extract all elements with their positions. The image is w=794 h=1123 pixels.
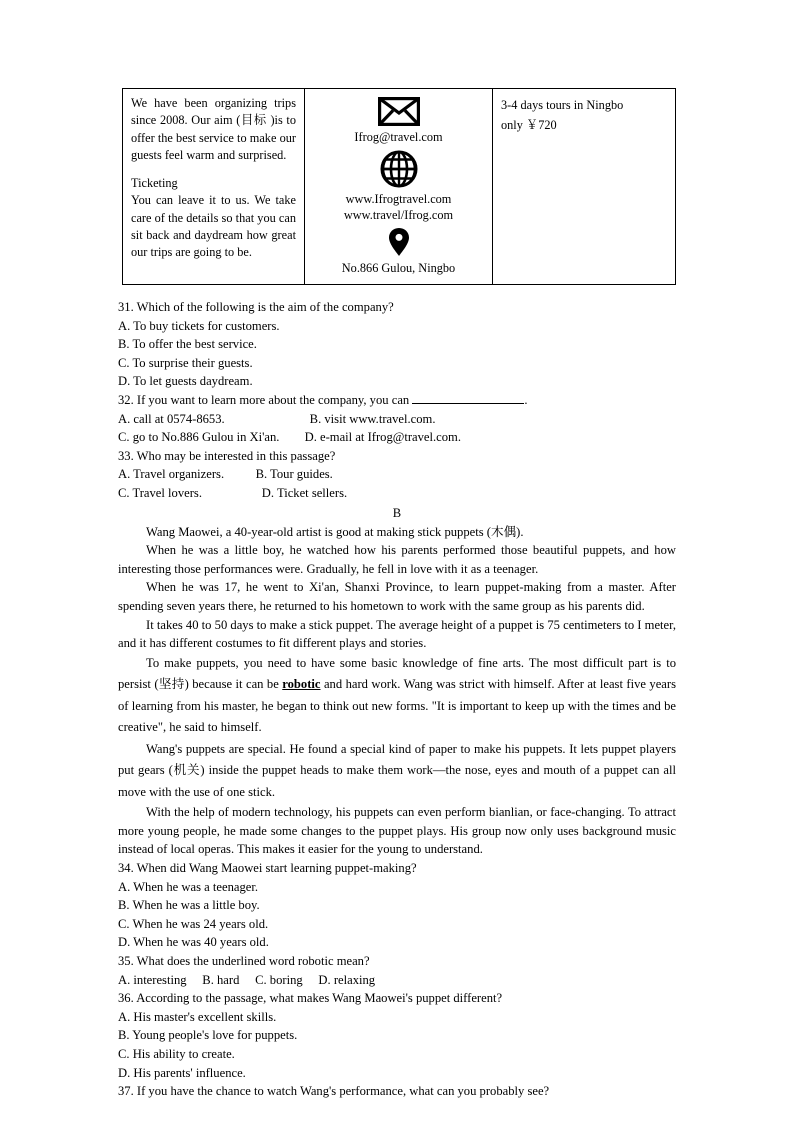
section-marker-b: B — [392, 505, 402, 520]
question-31-option-d[interactable]: D. To let guests daydream. — [118, 374, 253, 389]
passage-paragraph-2: When he was a little boy, he watched how his parents performed those beautiful puppets, and how interesting those performances were. Gradually, he fell in love with it as a teenager. — [118, 543, 676, 576]
question-32-stem-period: . — [524, 392, 528, 407]
advert-about-cell — [123, 89, 305, 285]
question-34-option-b[interactable]: B. When he was a little boy. — [118, 898, 260, 913]
advert-offer-line-2: only ￥720 — [501, 118, 557, 132]
passage-paragraph-3: When he was 17, he went to Xi'an, Shanxi Province, to learn puppet-making from a master. After spending seven years there, he returned to his hometown to work with the same group as his parents did. — [118, 580, 676, 613]
question-32-options-row-2[interactable]: C. go to No.886 Gulou in Xi'an. D. e-mail at Ifrog@travel.com. — [118, 430, 461, 445]
advert-offer-line-1: 3-4 days tours in Ningbo — [501, 98, 624, 112]
passage-paragraph-7: With the help of modern technology, his puppets can even perform bianlian, or face-changing. To attract more young people, he made some changes to the puppet plays. His group now only uses background music instead of local operas. This makes it easier for the young to understand. — [118, 805, 676, 857]
question-31-option-a[interactable]: A. To buy tickets for customers. — [118, 318, 280, 333]
question-36-option-b[interactable]: B. Young people's love for puppets. — [118, 1028, 298, 1043]
question-36-option-d[interactable]: D. His parents' influence. — [118, 1065, 246, 1080]
advert-email-text[interactable]: Ifrog@travel.com — [354, 130, 443, 144]
question-33-stem: 33. Who may be interested in this passage? — [118, 448, 336, 463]
question-36-stem: 36. According to the passage, what makes Wang Maowei's puppet different? — [118, 991, 503, 1006]
advert-table-row — [123, 89, 676, 285]
globe-icon — [311, 150, 486, 188]
question-31-stem: 31. Which of the following is the aim of the company? — [118, 300, 394, 314]
advert-contact-cell — [305, 89, 493, 285]
advert-website-2[interactable]: www.travel/Ifrog.com — [343, 208, 454, 222]
passage-paragraph-5-part-2: and hard work. Wang was strict with himself. After at least five years of learning from his master, he began to think out new forms. "It is important to keep up with the times and be creative", he said to himself. — [118, 677, 676, 735]
question-33-options-row-1[interactable]: A. Travel organizers. B. Tour guides. — [118, 467, 333, 482]
question-35-options-row[interactable]: A. interesting B. hard C. boring D. relaxing — [118, 972, 376, 987]
question-32-options-row-1[interactable]: A. call at 0574-8653. B. visit www.travel.com. — [118, 411, 436, 426]
question-35-stem: 35. What does the underlined word robotic mean? — [118, 953, 370, 968]
question-32-answer-blank[interactable] — [412, 391, 524, 404]
map-pin-icon — [311, 227, 486, 257]
question-37-stem: 37. If you have the chance to watch Wang's performance, what can you probably see? — [118, 1084, 550, 1099]
advert-offer-cell — [493, 89, 676, 285]
passage-paragraph-6: Wang's puppets are special. He found a special kind of paper to make his puppets. It lets puppet players put gears (机关) inside the puppet heads to make them work—the nose, eyes and mouth of a puppet can all move with the use of one stick. — [118, 741, 676, 799]
question-34-option-d[interactable]: D. When he was 40 years old. — [118, 935, 269, 950]
underlined-word-robotic: robotic — [282, 677, 321, 692]
passage-paragraph-4: It takes 40 to 50 days to make a stick puppet. The average height of a puppet is 75 centimeters to I meter, and it has different costumes to fit different plays and stories. — [118, 617, 676, 651]
advert-table — [122, 88, 676, 285]
question-31-option-c[interactable]: C. To surprise their guests. — [118, 355, 253, 370]
question-36-option-c[interactable]: C. His ability to create. — [118, 1046, 235, 1061]
advert-about-paragraph-1: We have been organizing trips since 2008. Our aim (目标 )is to offer the best service to make our guests feel warm and surprised. — [131, 96, 296, 162]
question-34-option-a[interactable]: A. When he was a teenager. — [118, 879, 258, 894]
exam-content — [118, 298, 676, 1101]
advert-ticketing-heading: Ticketing — [131, 176, 178, 191]
question-31-option-b[interactable]: B. To offer the best service. — [118, 337, 257, 352]
question-33-options-row-2[interactable]: C. Travel lovers. D. Ticket sellers. — [118, 485, 348, 500]
advert-website-1[interactable]: www.Ifrogtravel.com — [345, 192, 452, 206]
question-34-option-c[interactable]: C. When he was 24 years old. — [118, 916, 269, 931]
question-36-option-a[interactable]: A. His master's excellent skills. — [118, 1009, 277, 1024]
question-32-stem-text: 32. If you want to learn more about the company, you can — [118, 392, 413, 407]
advert-address-text: No.866 Gulou, Ningbo — [341, 261, 456, 275]
advert-about-paragraph-2: You can leave it to us. We take care of the details so that you can sit back and daydream how great our trips are going to be. — [131, 193, 296, 260]
envelope-icon — [311, 97, 486, 126]
question-34-stem: 34. When did Wang Maowei start learning puppet-making? — [118, 860, 417, 875]
passage-paragraph-1: Wang Maowei, a 40-year-old artist is good at making stick puppets (木偶). — [146, 524, 524, 539]
passage-paragraph-5 — [118, 653, 676, 739]
advert-about-spacer — [131, 164, 296, 175]
question-32-stem — [118, 391, 676, 410]
passage-paragraph-5-part-1: To make puppets, you need to have some basic knowledge of fine arts. The most difficult part is to persist (坚持) because it can be — [118, 655, 676, 692]
